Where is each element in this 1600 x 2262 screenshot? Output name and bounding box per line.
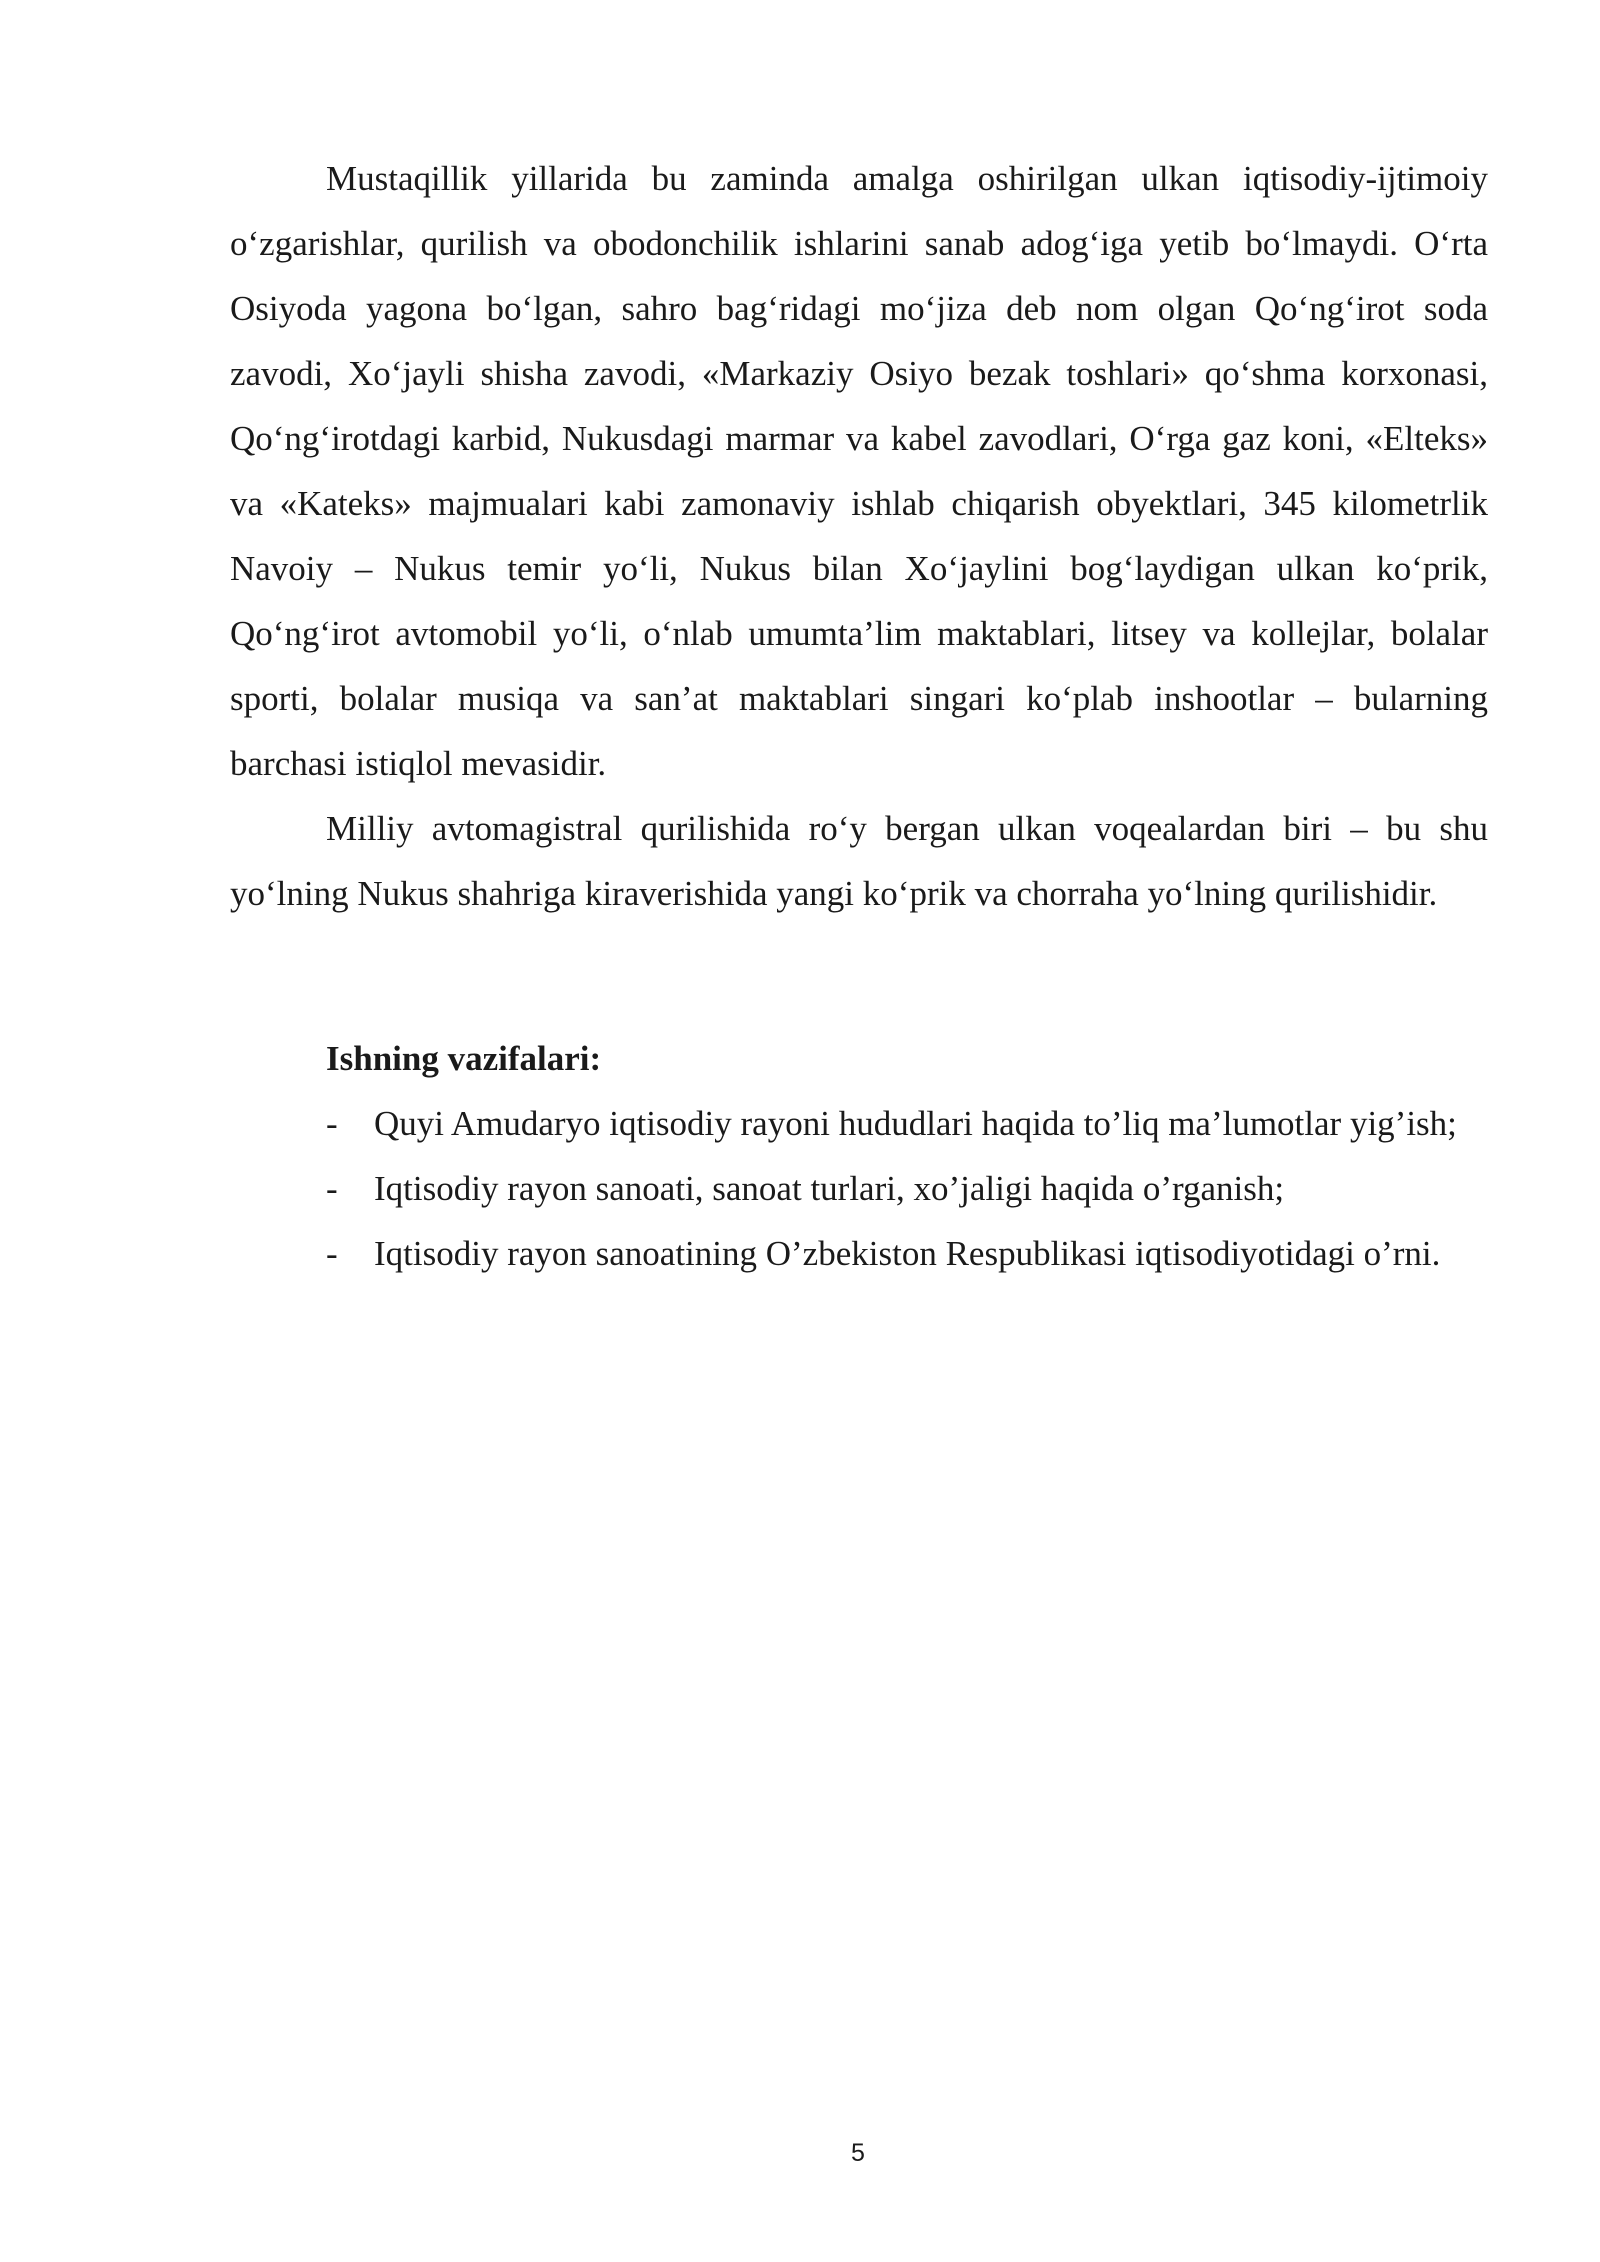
list-item bbox=[326, 1221, 1488, 1286]
page-number: 5 bbox=[851, 2139, 865, 2167]
list-item bbox=[326, 1091, 1488, 1156]
tasks-list bbox=[230, 1091, 1488, 1286]
dash-marker: - bbox=[326, 1104, 338, 1143]
page-body bbox=[230, 146, 1488, 1286]
paragraph-achievements: Mustaqillik yillarida bu zaminda amalga oshirilgan ulkan iqtisodiy-ijtimoiy o‘zgarishlar, qurilish va obodonchilik ishlarini sanab adog‘iga yetib bo‘lmaydi. O‘rta Osiyoda yagona bo‘lgan, sahro bag‘ridagi mo‘jiza deb nom olgan Qo‘ng‘irot soda zavodi, Xo‘jayli shisha zavodi, «Markaziy Osiyo bezak toshlari» qo‘shma korxonasi, Qo‘ng‘irotdagi karbid, Nukusdagi marmar va kabel zavodlari, O‘rga gaz koni, «Elteks» va «Kateks» majmualari kabi zamonaviy ishlab chiqarish obyektlari, 345 kilometrlik Navoiy – Nukus temir yo‘li, Nukus bilan Xo‘jaylini bog‘laydigan ulkan ko‘prik, Qo‘ng‘irot avtomobil yo‘li, o‘nlab umumta’lim maktablari, litsey va kollejlar, bolalar sporti, bolalar musiqa va san’at maktablari singari ko‘plab inshootlar – bularning barchasi istiqlol mevasidir. bbox=[230, 159, 1488, 783]
tasks-heading: Ishning vazifalari: bbox=[326, 1039, 602, 1078]
paragraph-highway: Milliy avtomagistral qurilishida ro‘y bergan ulkan voqealardan biri – bu shu yo‘lning Nukus shahriga kiraverishida yangi ko‘prik va chorraha yo‘lning qurilishidir. bbox=[230, 809, 1488, 913]
list-item bbox=[326, 1156, 1488, 1221]
list-item-text: Iqtisodiy rayon sanoati, sanoat turlari, xo’jaligi haqida o’rganish; bbox=[374, 1169, 1285, 1208]
dash-marker: - bbox=[326, 1169, 338, 1208]
list-item-text: Iqtisodiy rayon sanoatining O’zbekiston Respublikasi iqtisodiyotidagi o’rni. bbox=[374, 1234, 1441, 1273]
list-item-text: Quyi Amudaryo iqtisodiy rayoni hududlari haqida to’liq ma’lumotlar yig’ish; bbox=[374, 1104, 1457, 1143]
dash-marker: - bbox=[326, 1234, 338, 1273]
